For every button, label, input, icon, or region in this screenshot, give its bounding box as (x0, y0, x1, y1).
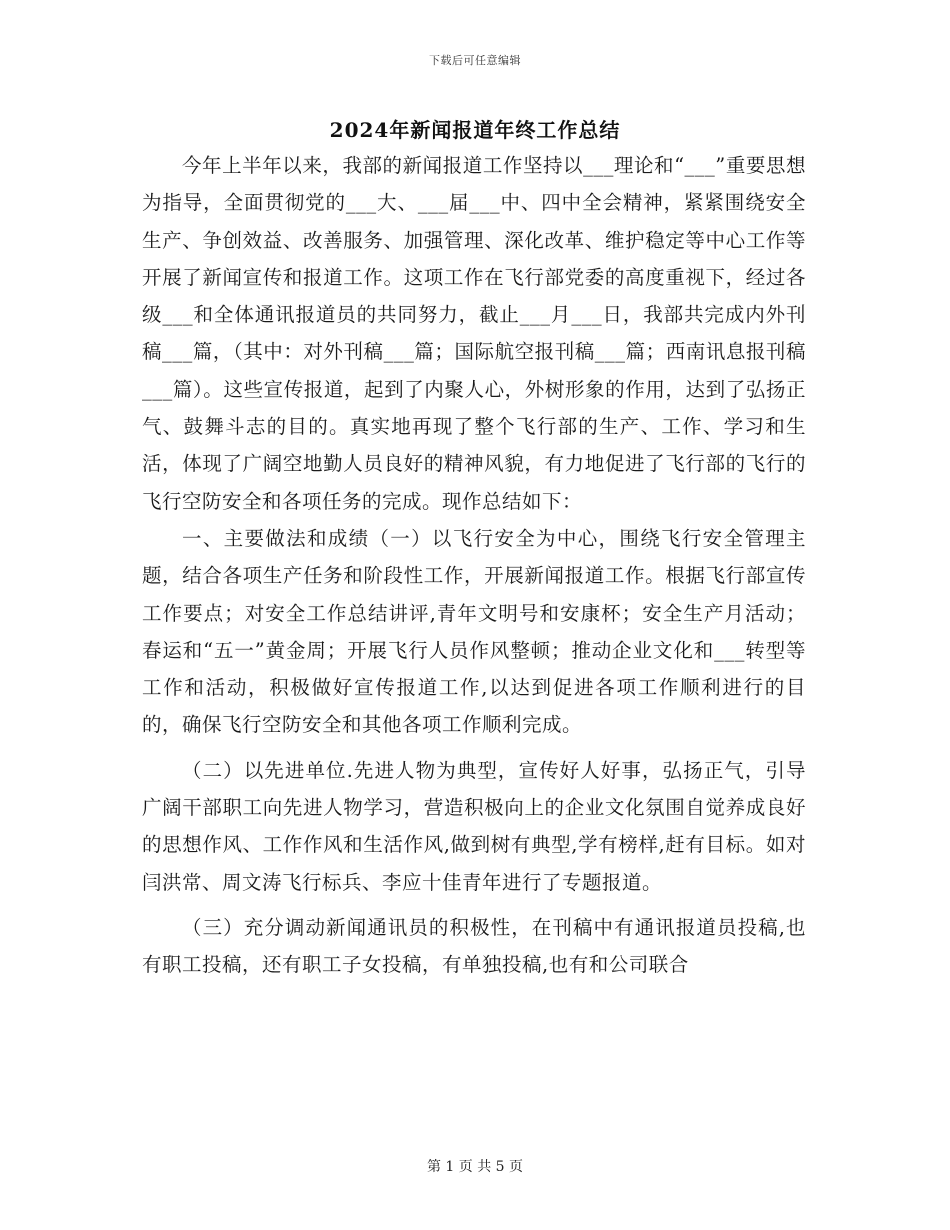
document-title: 2024年新闻报道年终工作总结 (329, 118, 621, 142)
paragraph-section-2: （二）以先进单位.先进人物为典型，宣传好人好事，弘扬正气，引导广阔干部职工向先进人物学习，营造积极向上的企业文化氛围自觉养成良好的思想作风、工作作风和生活作风,做到树有典型,学有榜样,赶有目标。如对闫洪常、周文涛飞行标兵、李应十佳青年进行了专题报道。 (142, 758, 806, 894)
document-body (142, 147, 806, 984)
page-header-note: 下载后可任意编辑 (429, 54, 521, 67)
paragraph-section-1: 一、主要做法和成绩（一）以飞行安全为中心，围绕飞行安全管理主题，结合各项生产任务和阶段性工作，开展新闻报道工作。根据飞行部宣传工作要点；对安全工作总结讲评,青年文明号和安康杯；安全生产月活动；春运和“五一”黄金周；开展飞行人员作风整顿；推动企业文化和___转型等工作和活动，积极做好宣传报道工作,以达到促进各项工作顺利进行的目的，确保飞行空防安全和其他各项工作顺利完成。 (142, 526, 806, 737)
page-number: 第 1 页 共 5 页 (426, 1159, 524, 1175)
paragraph-intro: 今年上半年以来，我部的新闻报道工作坚持以___理论和“___”重要思想为指导，全面贯彻党的___大、___届___中、四中全会精神，紧紧围绕安全生产、争创效益、改善服务、加强管理、深化改革、维护稳定等中心工作等开展了新闻宣传和报道工作。这项工作在飞行部党委的高度重视下，经过各级___和全体通讯报道员的共同努力，截止___月___日，我部共完成内外刊稿___篇，（其中：对外刊稿___篇；国际航空报刊稿___篇；西南讯息报刊稿___篇）。这些宣传报道，起到了内聚人心，外树形象的作用，达到了弘扬正气、鼓舞斗志的目的。真实地再现了整个飞行部的生产、工作、学习和生活，体现了广阔空地勤人员良好的精神风貌，有力地促进了飞行部的飞行的飞行空防安全和各项任务的完成。现作总结如下： (142, 154, 806, 513)
paragraph-section-3: （三）充分调动新闻通讯员的积极性，在刊稿中有通讯报道员投稿,也有职工投稿，还有职工子女投稿，有单独投稿,也有和公司联合 (142, 915, 806, 977)
